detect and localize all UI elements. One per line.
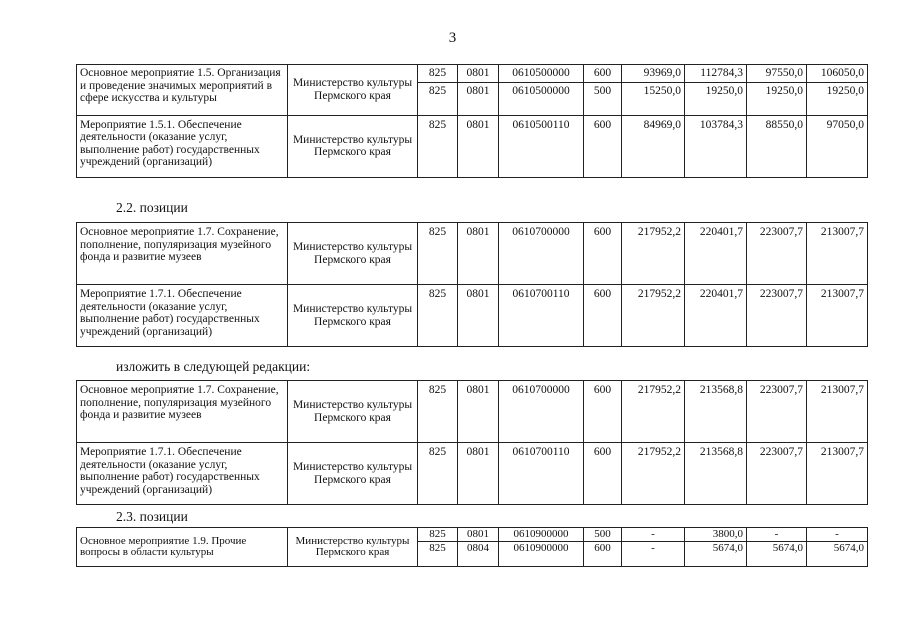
table-row: [77, 65, 868, 83]
value-cell: 220401,7: [685, 285, 747, 347]
value-cell: 97550,0: [747, 65, 807, 83]
value-cell: 19250,0: [685, 82, 747, 115]
value-cell: 217952,2: [622, 223, 685, 285]
value-cell: 217952,2: [622, 381, 685, 443]
grbs-cell: 825: [418, 82, 458, 115]
value-cell: 213007,7: [807, 381, 868, 443]
grbs-cell: 825: [418, 223, 458, 285]
budget-table-3: [76, 380, 868, 505]
grbs-cell: 825: [418, 528, 458, 542]
vr-cell: 600: [584, 65, 622, 83]
row-name: Основное мероприятие 1.9. Прочие вопросы в области культуры: [77, 528, 288, 567]
table-row: [77, 528, 868, 542]
row-org: Министерство культуры Пермского края: [288, 381, 418, 443]
value-cell: 223007,7: [747, 223, 807, 285]
value-cell: 213568,8: [685, 381, 747, 443]
csr-cell: 0610500000: [499, 65, 584, 83]
value-cell: 106050,0: [807, 65, 868, 83]
value-cell: 103784,3: [685, 115, 747, 177]
budget-table-2: [76, 222, 868, 347]
section-heading-2-3: 2.3. позиции: [116, 509, 188, 524]
value-cell: -: [807, 528, 868, 542]
rz-cell: 0801: [458, 82, 499, 115]
grbs-cell: 825: [418, 65, 458, 83]
value-cell: -: [622, 542, 685, 567]
value-cell: 213007,7: [807, 223, 868, 285]
value-cell: 93969,0: [622, 65, 685, 83]
table-row: [77, 115, 868, 177]
value-cell: 84969,0: [622, 115, 685, 177]
value-cell: 15250,0: [622, 82, 685, 115]
value-cell: 112784,3: [685, 65, 747, 83]
vr-cell: 600: [584, 285, 622, 347]
row-org: Министерство культуры Пермского края: [288, 223, 418, 285]
row-name: Мероприятие 1.7.1. Обеспечение деятельности (оказание услуг, выполнение работ) государственных учреждений (организаций): [77, 443, 288, 505]
value-cell: 223007,7: [747, 381, 807, 443]
row-name: Основное мероприятие 1.7. Сохранение, пополнение, популяризация музейного фонда и развитие музеев: [77, 223, 288, 285]
rz-cell: 0801: [458, 223, 499, 285]
value-cell: 88550,0: [747, 115, 807, 177]
rz-cell: 0801: [458, 381, 499, 443]
value-cell: 19250,0: [747, 82, 807, 115]
vr-cell: 500: [584, 82, 622, 115]
row-org: Министерство культуры Пермского края: [288, 285, 418, 347]
csr-cell: 0610700110: [499, 443, 584, 505]
value-cell: 5674,0: [807, 542, 868, 567]
vr-cell: 600: [584, 381, 622, 443]
csr-cell: 0610700000: [499, 381, 584, 443]
grbs-cell: 825: [418, 542, 458, 567]
value-cell: 217952,2: [622, 443, 685, 505]
table-row: [77, 381, 868, 443]
grbs-cell: 825: [418, 115, 458, 177]
value-cell: 19250,0: [807, 82, 868, 115]
table-row: [77, 285, 868, 347]
grbs-cell: 825: [418, 443, 458, 505]
value-cell: 5674,0: [747, 542, 807, 567]
value-cell: 220401,7: [685, 223, 747, 285]
row-org: Министерство культуры Пермского края: [288, 443, 418, 505]
grbs-cell: 825: [418, 285, 458, 347]
row-name: Мероприятие 1.7.1. Обеспечение деятельности (оказание услуг, выполнение работ) государственных учреждений (организаций): [77, 285, 288, 347]
rz-cell: 0804: [458, 542, 499, 567]
row-name: Основное мероприятие 1.5. Организация и проведение значимых мероприятий в сфере искусства и культуры: [77, 65, 288, 116]
value-cell: -: [622, 528, 685, 542]
vr-cell: 600: [584, 115, 622, 177]
csr-cell: 0610700110: [499, 285, 584, 347]
vr-cell: 600: [584, 443, 622, 505]
rz-cell: 0801: [458, 443, 499, 505]
vr-cell: 600: [584, 223, 622, 285]
row-org: Министерство культуры Пермского края: [288, 115, 418, 177]
rz-cell: 0801: [458, 528, 499, 542]
table-row: [77, 443, 868, 505]
table-row: [77, 223, 868, 285]
vr-cell: 600: [584, 542, 622, 567]
budget-table-1: [76, 64, 868, 178]
rz-cell: 0801: [458, 115, 499, 177]
vr-cell: 500: [584, 528, 622, 542]
row-org: Министерство культуры Пермского края: [288, 528, 418, 567]
value-cell: -: [747, 528, 807, 542]
csr-cell: 0610700000: [499, 223, 584, 285]
row-name: Мероприятие 1.5.1. Обеспечение деятельности (оказание услуг, выполнение работ) государственных учреждений (организаций): [77, 115, 288, 177]
value-cell: 3800,0: [685, 528, 747, 542]
csr-cell: 0610500000: [499, 82, 584, 115]
budget-table-4: [76, 527, 868, 567]
row-org: Министерство культуры Пермского края: [288, 65, 418, 116]
rz-cell: 0801: [458, 65, 499, 83]
section-heading-2-2: 2.2. позиции: [116, 200, 188, 215]
csr-cell: 0610500110: [499, 115, 584, 177]
row-name: Основное мероприятие 1.7. Сохранение, пополнение, популяризация музейного фонда и развитие музеев: [77, 381, 288, 443]
csr-cell: 0610900000: [499, 528, 584, 542]
value-cell: 213568,8: [685, 443, 747, 505]
value-cell: 5674,0: [685, 542, 747, 567]
csr-cell: 0610900000: [499, 542, 584, 567]
value-cell: 223007,7: [747, 285, 807, 347]
value-cell: 217952,2: [622, 285, 685, 347]
value-cell: 213007,7: [807, 443, 868, 505]
value-cell: 97050,0: [807, 115, 868, 177]
rz-cell: 0801: [458, 285, 499, 347]
section-heading-edit: изложить в следующей редакции:: [116, 359, 311, 374]
grbs-cell: 825: [418, 381, 458, 443]
value-cell: 223007,7: [747, 443, 807, 505]
value-cell: 213007,7: [807, 285, 868, 347]
page-number: 3: [448, 30, 457, 46]
